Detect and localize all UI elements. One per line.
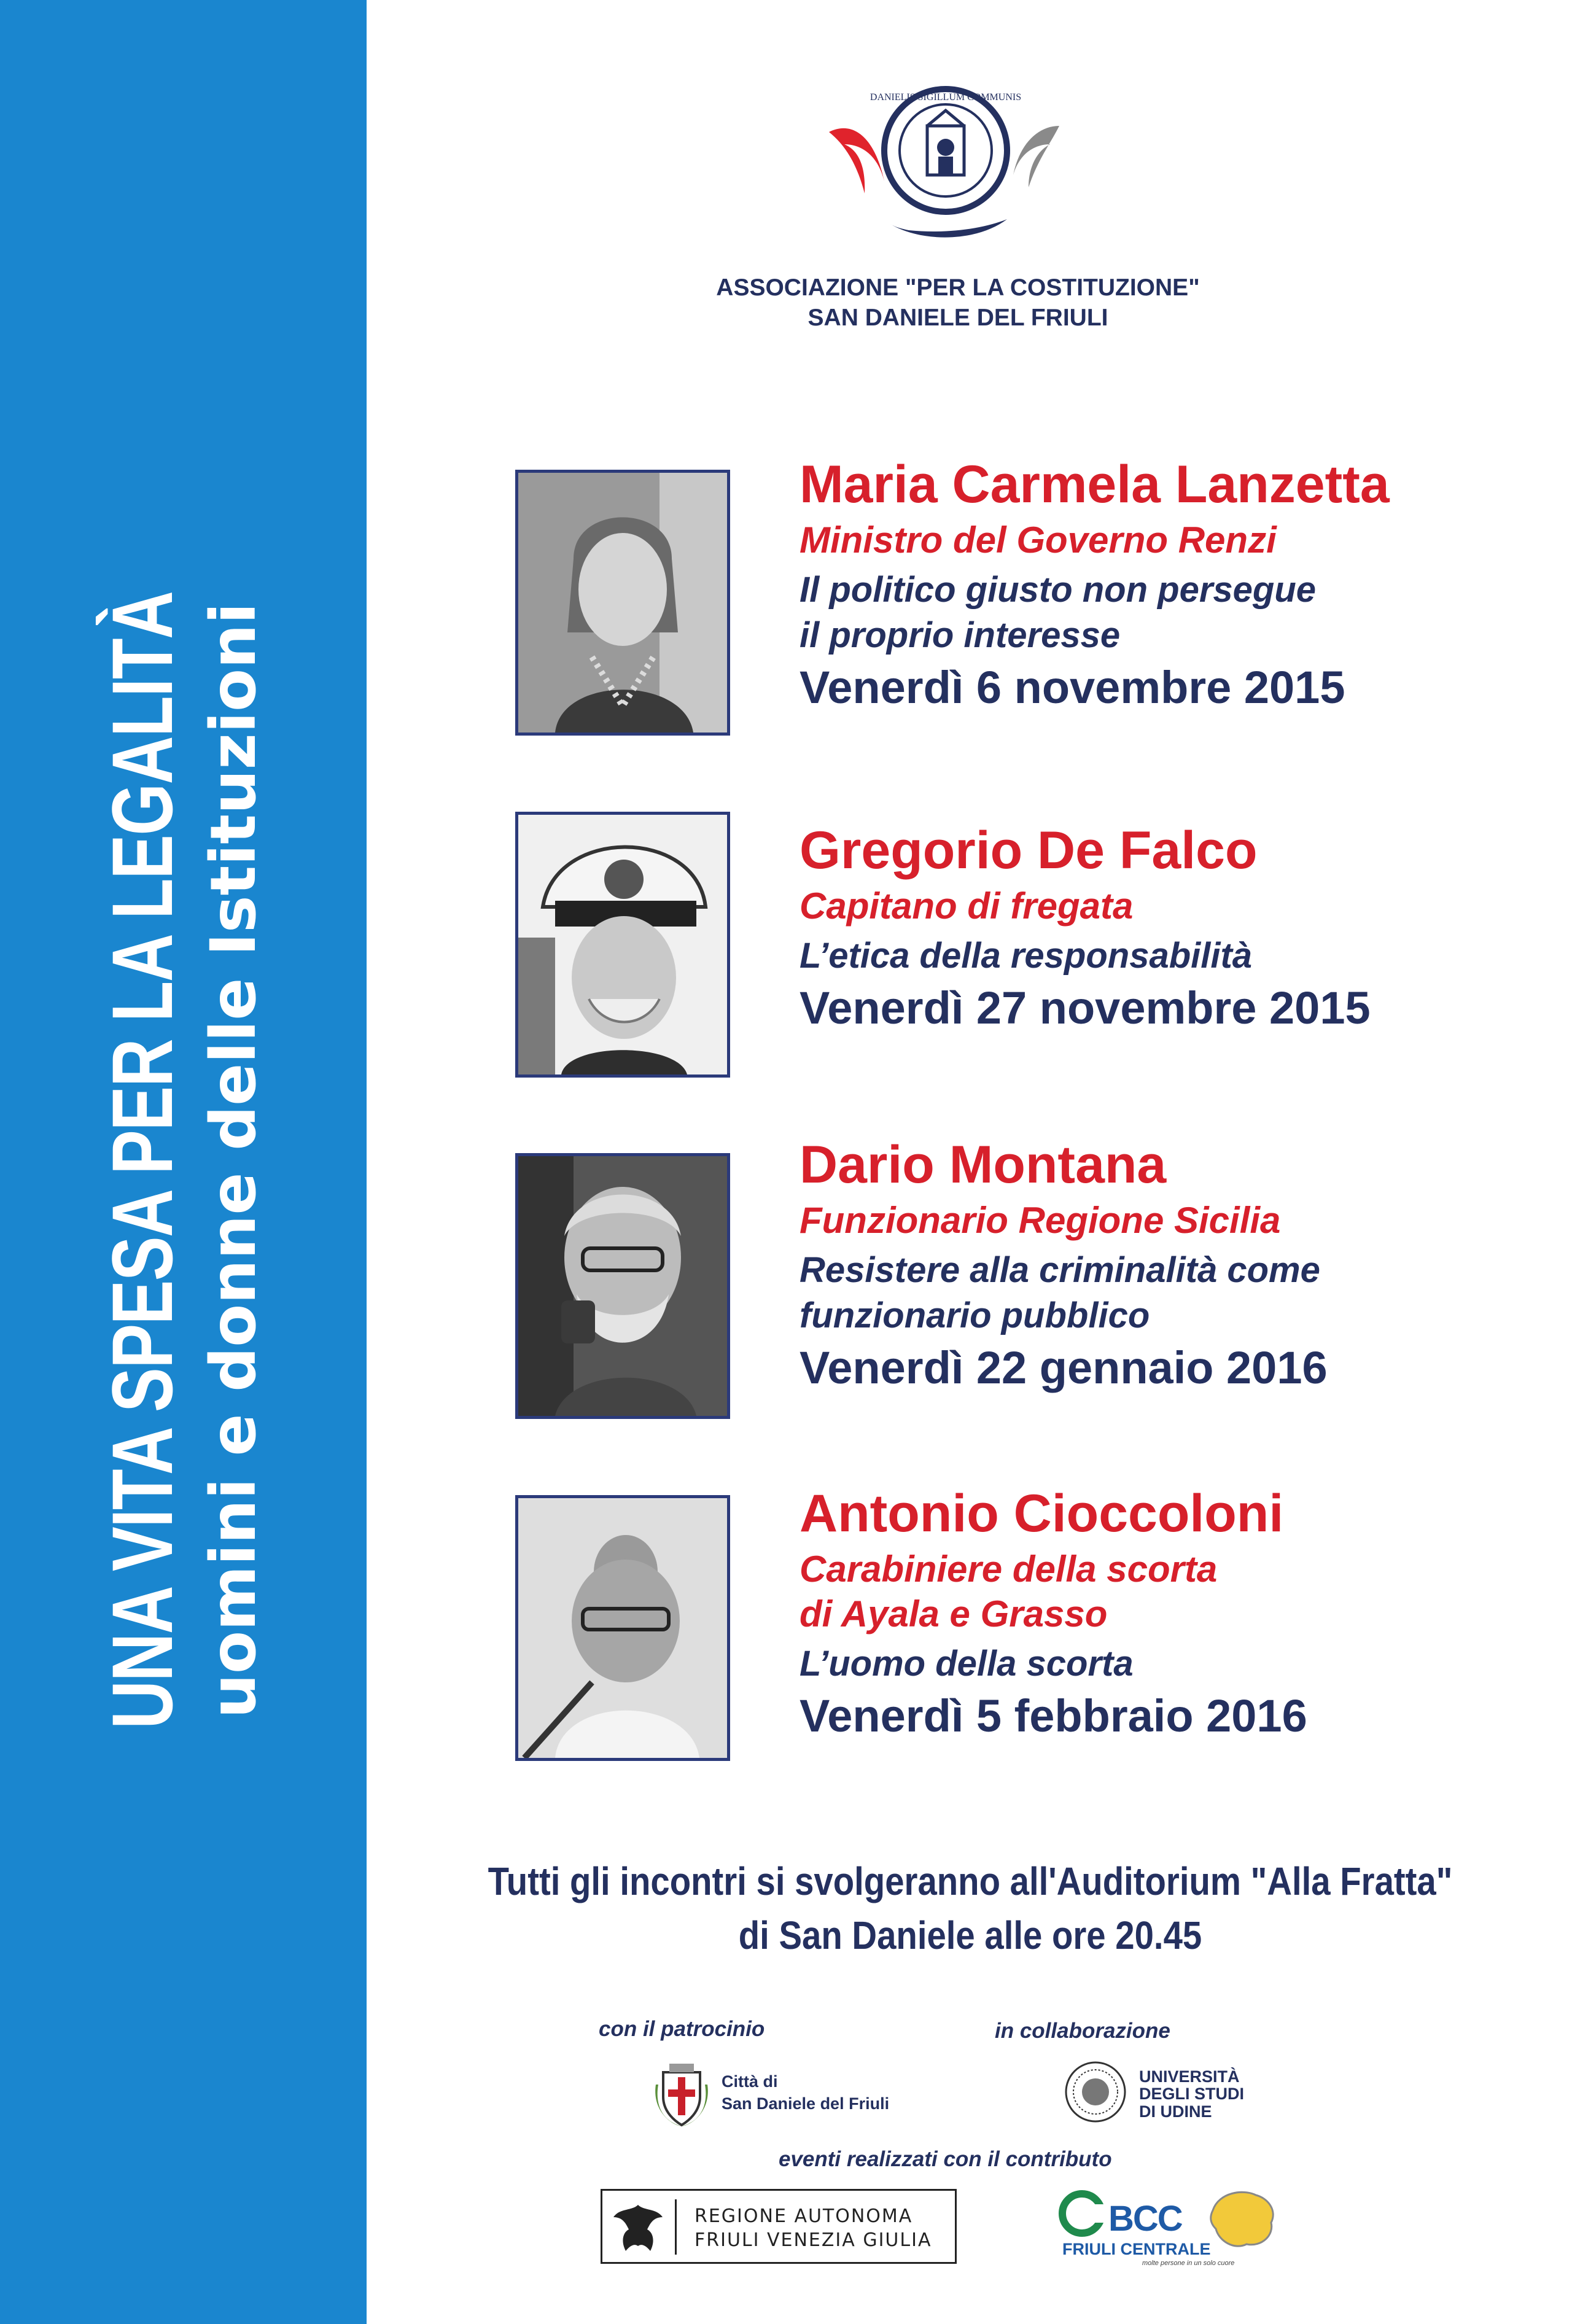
region-line-1: REGIONE AUTONOMA: [695, 2205, 913, 2227]
talk-date: Venerdì 6 novembre 2015: [800, 662, 1345, 713]
talk-topic-line-2: il proprio interesse: [800, 615, 1121, 656]
speaker-role: Ministro del Governo Renzi: [800, 519, 1277, 561]
bcc-tagline: molte persone in un solo cuore: [1142, 2260, 1235, 2267]
university-name: [1139, 2068, 1244, 2120]
speaker-role-line-1: Carabiniere della scorta: [800, 1548, 1218, 1590]
bcc-mark-icon: [1056, 2186, 1111, 2241]
city-crest-icon: [651, 2060, 712, 2128]
speaker-role-line-2: di Ayala e Grasso: [800, 1593, 1108, 1634]
speaker-photo-lanzetta: [515, 470, 730, 736]
city-line-2: San Daniele del Friuli: [722, 2094, 890, 2113]
bcc-name: BCC: [1108, 2199, 1182, 2239]
talk-topic-line-1: Il politico giusto non persegue: [800, 569, 1317, 610]
association-logo: [817, 77, 1075, 261]
sidebar-text-block: [11, 239, 355, 2081]
speaker-name: Antonio Cioccoloni: [800, 1484, 1284, 1543]
patronage-label: con il patrocinio: [599, 2017, 765, 2041]
region-divider: [675, 2199, 677, 2255]
association-name: [528, 273, 1388, 333]
association-line-1: ASSOCIAZIONE "PER LA COSTITUZIONE": [716, 274, 1200, 301]
bcc-logo: [1056, 2186, 1283, 2272]
bcc-subname: FRIULI CENTRALE: [1062, 2240, 1211, 2258]
venue-line-2: di San Daniele alle ore 20.45: [738, 1913, 1202, 1958]
university-line-3: DI UDINE: [1139, 2102, 1212, 2121]
speaker-entry-de-falco: [800, 822, 1555, 1035]
talk-date: Venerdì 22 gennaio 2016: [800, 1342, 1328, 1394]
speaker-name: Dario Montana: [800, 1135, 1167, 1194]
speaker-photo-cioccoloni: [515, 1495, 730, 1761]
speaker-photo-de-falco: [515, 812, 730, 1078]
navy-brush-stroke: [890, 219, 1007, 238]
collaboration-label: in collaborazione: [995, 2019, 1170, 2043]
university-line-1: UNIVERSITÀ: [1139, 2067, 1240, 2086]
association-line-2: SAN DANIELE DEL FRIULI: [807, 304, 1108, 331]
speaker-name: Maria Carmela Lanzetta: [800, 455, 1390, 514]
region-name: [695, 2204, 932, 2252]
venue-line-1: Tutti gli incontri si svolgeranno all'Auditorium "Alla Fratta": [488, 1859, 1453, 1903]
university-line-2: DEGLI STUDI: [1139, 2085, 1245, 2104]
gray-brush-stroke: [1013, 126, 1059, 187]
poster-title: UNA VITA SPESA PER LA LEGALITÀ: [94, 591, 191, 1730]
city-line-1: Città di: [722, 2072, 778, 2091]
seal-icon: [884, 89, 1007, 212]
talk-date: Venerdì 5 febbraio 2016: [800, 1690, 1307, 1742]
seal-text: DANIELIS SIGILLUM COMMUNIS: [870, 92, 1022, 103]
speaker-photo-montana: [515, 1153, 730, 1419]
contribution-label: eventi realizzati con il contributo: [779, 2147, 1112, 2171]
speaker-entry-montana: [800, 1136, 1555, 1395]
region-line-2: FRIULI VENEZIA GIULIA: [695, 2229, 932, 2251]
friuli-map-icon: [1207, 2186, 1280, 2253]
talk-topic-line-1: L’uomo della scorta: [800, 1643, 1134, 1684]
title-sidebar: [0, 0, 367, 2324]
speaker-entry-lanzetta: [800, 456, 1555, 715]
region-logo: [601, 2189, 957, 2264]
speaker-name: Gregorio De Falco: [800, 821, 1258, 880]
red-brush-stroke: [829, 128, 884, 193]
eagle-icon: [607, 2196, 669, 2257]
city-name: [722, 2070, 889, 2115]
speaker-role: Funzionario Regione Sicilia: [800, 1199, 1281, 1241]
talk-topic-line-2: funzionario pubblico: [800, 1296, 1150, 1336]
venue-info: [368, 1854, 1572, 1963]
speaker-entry-cioccoloni: [800, 1485, 1555, 1743]
speaker-role: Capitano di fregata: [800, 885, 1134, 927]
talk-topic-line-1: L’etica della responsabilità: [800, 935, 1253, 976]
poster-subtitle: uomini e donne delle Istituzioni: [197, 602, 271, 1719]
university-seal-icon: [1064, 2060, 1128, 2124]
talk-topic-line-1: Resistere alla criminalità come: [800, 1249, 1320, 1290]
talk-date: Venerdì 27 novembre 2015: [800, 982, 1371, 1034]
